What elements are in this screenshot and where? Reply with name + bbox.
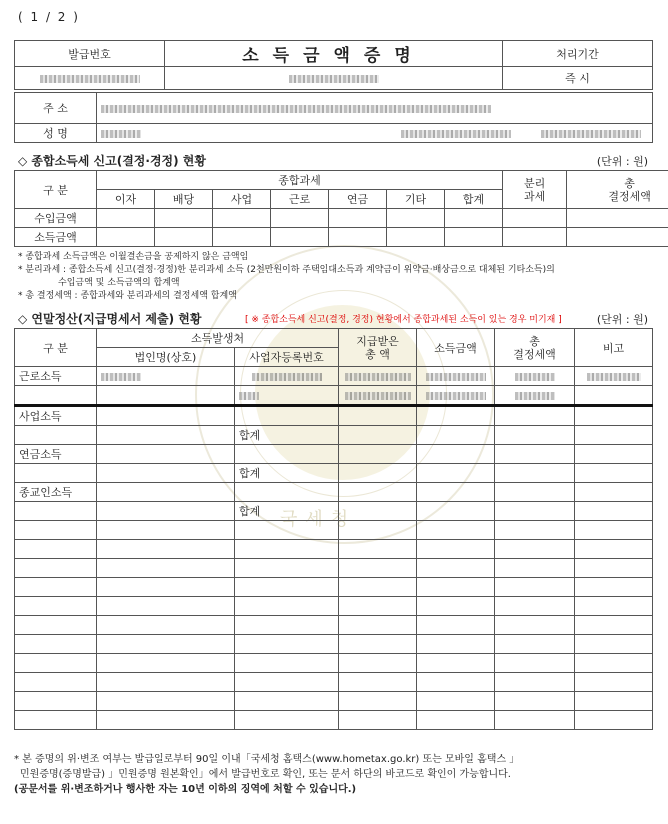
s1-separate-header: 분리 과세 [503, 171, 567, 209]
row-labor-sum-income [417, 386, 495, 406]
name-value [97, 124, 653, 143]
row-religious-sum: 합계 [235, 502, 339, 521]
s1-col-sum: 합계 [445, 190, 503, 209]
address-value [97, 93, 653, 124]
income-report-table [14, 170, 668, 247]
row-labor-sum-tax [495, 386, 575, 406]
row-labor-corp [97, 367, 235, 386]
year-end-settlement-table [14, 328, 653, 730]
s1-col-other: 기타 [387, 190, 445, 209]
document-title: 소득금액증명 [165, 41, 503, 67]
note-3: * 총 결정세액 : 종합과세와 분리과세의 결정세액 합계액 [18, 291, 237, 301]
row-business-label: 사업소득 [15, 406, 97, 426]
processing-label: 처리기간 [503, 41, 653, 67]
section1-unit: (단위 : 원) [596, 155, 648, 168]
s1-col-dividend: 배당 [155, 190, 213, 209]
s1-col-interest: 이자 [97, 190, 155, 209]
s1-col-business: 사업 [213, 190, 271, 209]
s1-col-pension: 연금 [329, 190, 387, 209]
watermark-seal-text: 국세청 [280, 509, 357, 530]
footer-line-2: 민원증명(증명발급) 」민원증명 원본확인」에서 발급번호로 확인, 또는 문서 하단의 바코드로 확인이 가능합니다. [20, 769, 511, 780]
s2-income-header: 소득금액 [417, 329, 495, 367]
row-religious-label: 종교인소득 [15, 483, 97, 502]
row-pension-sum: 합계 [235, 464, 339, 483]
row-labor-label: 근로소득 [15, 367, 97, 386]
s2-remarks-header: 비고 [575, 329, 653, 367]
notes [18, 251, 555, 303]
footer-line-3: (공문서를 위·변조하거나 행사한 자는 10년 이하의 징역에 처할 수 있습니다.) [14, 784, 357, 795]
section2-warning: [ ※ 종합소득세 신고(결정, 경정) 현황에서 종합과세된 소득이 있는 경우 미기재 ] [245, 315, 562, 325]
footer-notice [14, 752, 519, 797]
s1-row-revenue: 수입금액 [15, 209, 97, 228]
s1-col-labor: 근로 [271, 190, 329, 209]
s1-gubun-header: 구 분 [15, 171, 97, 209]
section1-title: ◇ 종합소득세 신고(결정·경정) 현황 [18, 154, 206, 168]
s1-group-header: 종합과세 [97, 171, 503, 190]
section2-unit: (단위 : 원) [596, 313, 648, 326]
note-2-cont: 수입금액 및 소득금액의 합계액 [58, 278, 180, 288]
row-pension-label: 연금소득 [15, 445, 97, 464]
s1-total-tax-header: 총 결정세액 [567, 171, 668, 209]
header-table [14, 40, 653, 90]
row-labor-sum [235, 386, 339, 406]
footer-line-1: * 본 증명의 위·변조 여부는 발급일로부터 90일 이내「국세청 홈택스(www.hometax.go.kr) 또는 모바일 홈택스 」 [14, 754, 520, 765]
s2-source-header: 소득발생처 [97, 329, 339, 348]
processing-value: 즉 시 [503, 67, 653, 90]
s2-corp-header: 법인명(상호) [97, 348, 235, 367]
name-label: 성 명 [15, 124, 97, 143]
issue-no-label: 발급번호 [15, 41, 165, 67]
row-labor-income [417, 367, 495, 386]
note-2: * 분리과세 : 종합소득세 신고(결정·경정)한 분리과세 소득 (2천만원이하 주택임대소득과 계약금이 위약금·배상금으로 대체된 기타소득)의 [18, 265, 555, 275]
issue-no-value [15, 67, 165, 90]
note-1: * 종합과세 소득금액은 이월결손금을 공제하지 않은 금액임 [18, 252, 249, 262]
s2-tax-header: 총 결정세액 [495, 329, 575, 367]
address-label: 주 소 [15, 93, 97, 124]
row-labor-sum-paid [339, 386, 417, 406]
page-number: ( 1 / 2 ) [18, 10, 80, 24]
row-labor-paid [339, 367, 417, 386]
row-labor-remarks [575, 367, 653, 386]
issue-date-value [165, 67, 503, 90]
row-business-sum: 합계 [235, 426, 339, 445]
s2-bizno-header: 사업자등록번호 [235, 348, 339, 367]
person-table [14, 92, 653, 143]
row-labor-bizno [235, 367, 339, 386]
s2-gubun-header: 구 분 [15, 329, 97, 367]
section2-title: ◇ 연말정산(지급명세서 제출) 현황 [18, 312, 202, 326]
s2-paid-header: 지급받은 총 액 [339, 329, 417, 367]
row-labor-tax [495, 367, 575, 386]
s1-row-income: 소득금액 [15, 228, 97, 247]
